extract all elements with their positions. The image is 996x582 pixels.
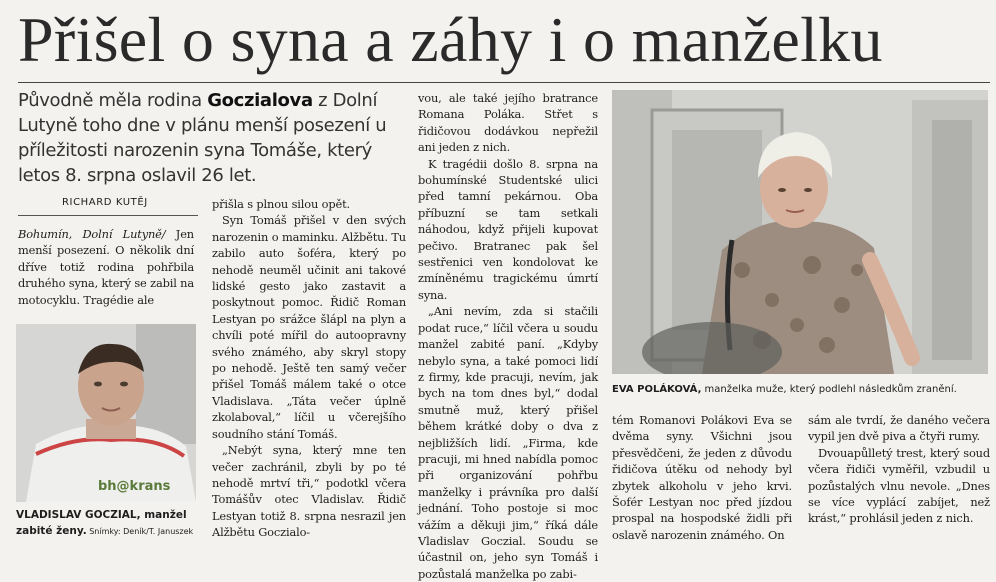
photo-vladislav-goczial [16, 324, 196, 502]
article-headline: Přišel o syna a záhy i o manželku [18, 4, 883, 75]
column-2-paragraph-3: „Nebýt syna, který mne ten večer zachránil, zbyli by po té nehodě mrtví tři,“ podotkl včera Tomášův otec Vladislav. Řidič Lestyan totiž 8. srpna nesrazil jen Alžbětu Goczialo- [212, 443, 406, 540]
column-1-paragraph [18, 226, 194, 308]
column-2-paragraph-1: přišla s plnou silou opět. [212, 197, 350, 211]
courtroom-photo-illustration [612, 90, 988, 374]
dateline: Bohumín, Dolní Lutyně/ [18, 227, 166, 241]
lead-bold-name: Goczialova [207, 90, 313, 111]
caption-big-bold: EVA POLÁKOVÁ, [612, 384, 702, 395]
column-1-text: Jen menší posezení. O několik dní dříve totiž rodina pohřbila druhého syna, který se zabil na motocyklu. Tragédie ale [18, 227, 195, 307]
column-2-paragraph-2: Syn Tomáš přišel v den svých narozenin o maminku. Alžbětu. Tu zabilo auto šoféra, který po nehodě neuměl učinit ani takové lidské gesto jako zastavit a poskytnout pomoc. Řidič Roman Lestyan po srážce šlápl na plyn a chvíli poté mířil do autoopravny svého známého, aby skryl stopy po nehodě. Ještě ten samý večer přišel Tomáš málem také o otce Vladislava. „Táta večer úplně zkolaboval,“ líčil u včerejšího soudního stání Tomáš. [212, 213, 406, 441]
caption-big-text: manželka muže, který podlehl následkům zranění. [701, 384, 957, 395]
column-3 [418, 90, 598, 582]
article-lead [18, 88, 404, 188]
photo-eva-polakova [612, 90, 988, 374]
lead-text-before: Původně měla rodina [18, 90, 208, 111]
column-5-paragraph-2: Dvouapůlletý trest, který soud včera řidiči vyměřil, vzbudil u pozůstalých vlnu nevole. „Dnes se více vyplácí zabíjet, než krást,“ prohlásil jeden z nich. [808, 445, 990, 526]
column-5 [808, 412, 990, 527]
column-5-paragraph-1: sám ale tvrdí, že daného večera vypil jen dvě piva a čtyři rumy. [808, 413, 990, 444]
column-3-paragraph-2: K tragédii došlo 8. srpna na bohumínské Studentské ulici před tamní pekárnou. Oba příbuzní se tam setkali náhodou, když přijeli kupovat pečivo. Bratranec pak šel sestřenici ven kondolovat ke zmíněnému tragickému úmrtí syna. [418, 156, 598, 302]
photo-caption-small [16, 507, 200, 540]
portrait-illustration [16, 324, 196, 502]
column-4 [612, 412, 792, 543]
photo-credit: Snímky: Deník/T. Januszek [86, 527, 194, 536]
headline-divider [18, 82, 990, 83]
caption-small-bold: VLADISLAV GOCZIAL, manžel zabité ženy. [16, 509, 187, 537]
shirt-logo-text: bh@krans [98, 479, 171, 494]
photo-caption-big [612, 384, 988, 395]
lead-text-after: z Dolní Lutyně toho dne v plánu menší posezení u příležitosti narozenin syna Tomáše, který letos 8. srpna oslavil 26 let. [18, 90, 387, 186]
byline-divider [18, 215, 198, 216]
column-4-paragraph: tém Romanovi Polákovi Eva se dvěma syny. Všichni jsou přesvědčeni, že jeden z důvodu řidičova útěku od nehody byl zbytek alkoholu v jeho krvi. Šofér Lestyan noc před jízdou prospal na hospodské židli při oslavě narozenin známého. On [612, 413, 792, 542]
column-3-paragraph-1: vou, ale také jejího bratrance Romana Poláka. Střet s řidičovou dodávkou nepřežil ani jeden z nich. [418, 91, 598, 155]
column-3-paragraph-3: „Ani nevím, zda si stačili podat ruce,“ líčil včera u soudu manžel zabité paní. „Kdyby nebylo syna, a také pomoci lidí z firmy, kde pracuji, nevím, jak bych na tom dnes byl,“ dodal smutně muž, který přišel během krátké doby o dva z nejbližších lidí. „Firma, kde pracuji, mi hned nabídla pomoc při organizování pohřbu manželky i právníka pro další jednání. Toho postoje si moc vážím a děkuji jim,“ říká dále Vladislav Goczial. Soudu se účastnil on, jeho syn Tomáš i pozůstalá manželka po zabi- [418, 304, 598, 581]
column-2 [212, 196, 406, 541]
author-byline: RICHARD KUTĚJ [62, 197, 148, 208]
column-1 [18, 226, 194, 308]
